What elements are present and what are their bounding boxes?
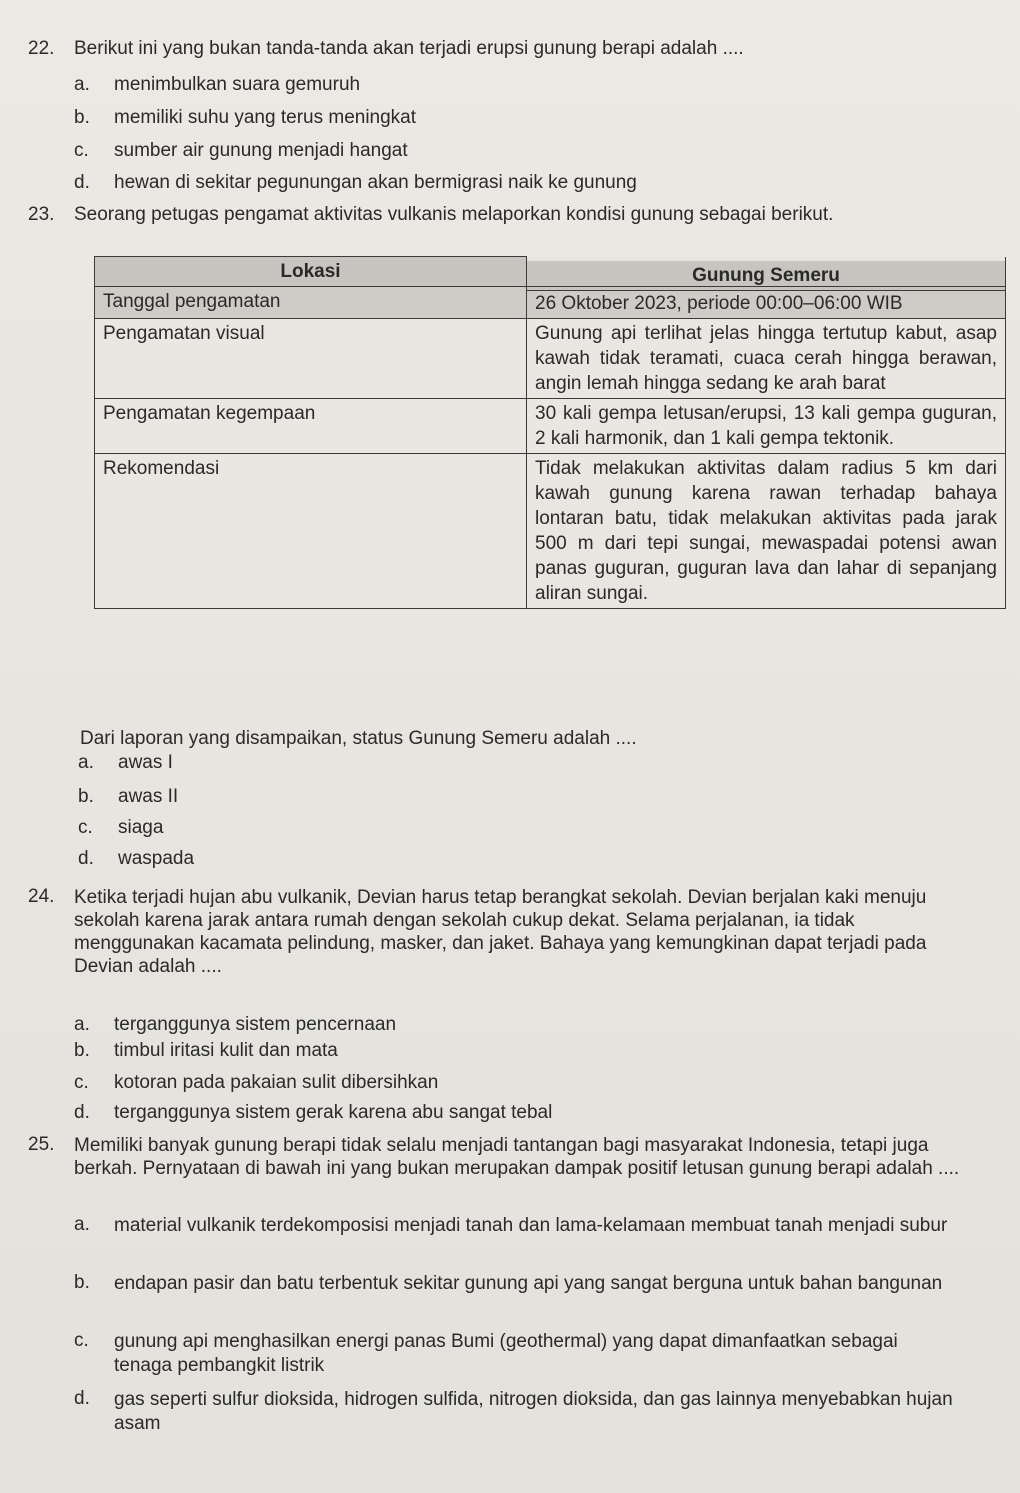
- row-value: Gunung Semeru 26 Oktober 2023, periode 00:00–06:00 WIB: [527, 287, 1006, 319]
- question-23-prompt: Dari laporan yang disampaikan, status Gunung Semeru adalah ....: [80, 728, 637, 749]
- row-value: 30 kali gempa letusan/erupsi, 13 kali gempa guguran, 2 kali harmonik, dan 1 kali gempa tektonik.: [527, 399, 1006, 454]
- question-number: 25.: [28, 1134, 55, 1155]
- table-row: [95, 319, 1006, 399]
- row-label: Tanggal pengamatan: [95, 287, 527, 319]
- question-stem: Memiliki banyak gunung berapi tidak selalu menjadi tantangan bagi masyarakat Indonesia, tetapi juga berkah. Pernyataan di bawah ini yang bukan merupakan dampak positif letusan gunung berapi adalah ....: [74, 1135, 960, 1179]
- table-row: [95, 287, 1006, 319]
- question-number: 24.: [28, 886, 55, 907]
- row-label: Pengamatan visual: [95, 319, 527, 399]
- table-row: [95, 399, 1006, 454]
- table-header-mountain: Gunung Semeru: [527, 261, 1005, 291]
- question-number: 22.: [28, 38, 55, 59]
- table-header-location: Lokasi: [95, 257, 527, 287]
- row-label: Pengamatan kegempaan: [95, 399, 527, 454]
- question-stem: Ketika terjadi hujan abu vulkanik, Devian harus tetap berangkat sekolah. Devian berjalan kaki menuju sekolah karena jarak antara rumah dengan sekolah cukup dekat. Selama perjalanan, ia tidak menggunakan kacamata pelindung, masker, dan jaket. Bahaya yang kemungkinan dapat terjadi pada Devian adalah ....: [74, 887, 927, 977]
- row-value: Tidak melakukan aktivitas dalam radius 5 km dari kawah gunung karena rawan terhadap bahaya lontaran batu, tidak melakukan aktivitas pada jarak 500 m dari tepi sungai, mewaspadai potensi awan panas guguran, guguran lava dan lahar di sepanjang aliran sungai.: [527, 454, 1006, 609]
- question-stem: Berikut ini yang bukan tanda-tanda akan terjadi erupsi gunung berapi adalah ....: [74, 38, 744, 59]
- table-row: [95, 454, 1006, 609]
- row-value: Gunung api terlihat jelas hingga tertutup kabut, asap kawah tidak teramati, cuaca cerah hingga berawan, angin lemah hingga sedang ke arah barat: [527, 319, 1006, 399]
- textbook-page: 22. Berikut ini yang bukan tanda-tanda akan terjadi erupsi gunung berapi adalah .... a. menimbulkan suara gemuruh b. memiliki suhu yang terus meningkat c. sumber air gunung menjadi hangat d. hewan di sekitar pegunungan akan bermigrasi naik ke gunung 23. Seorang petugas pengamat aktivitas vulkanis melaporkan kondisi gunung sebagai berikut. Lokasi Tanggal pengamatan Gunung Semeru 26 Oktober 2023, periode 00:00–06:00 WIB Pengamatan visual Gunung api terlihat jelas hingga tertutup kabut, asap kawah tidak teramati, cuaca cerah hingga berawan, angin lemah hingga sedang ke arah barat Pengamatan kegempaan 30 kali gempa letusan/erupsi, 13 kali gempa guguran, 2 kali harmonik, dan 1 kali gempa tektonik. Rekomendasi Tidak melakukan aktivitas dalam radius 5 km dari kawah gunung karena rawan terhadap bahaya lontaran batu, tidak melakukan aktivitas pada jarak 500 m dari tepi sungai, mewaspadai potensi awan panas guguran, guguran lava dan lahar di sepanjang aliran sungai. Dari laporan yang disampaikan, status Gunung Semeru adalah .... a. awas I b. awas II c. siaga d. waspada 24. Ketika terjadi hujan abu vulkanik, Devian harus tetap berangkat sekolah. Devian berjalan kaki menuju sekolah karena jarak antara rumah dengan sekolah cukup dekat. Selama perjalanan, ia tidak menggunakan kacamata pelindung, masker, dan jaket. Bahaya yang kemungkinan dapat terjadi pada Devian adalah .... a. terganggunya sistem pencernaan b. timbul iritasi kulit dan mata c. kotoran pada pakaian sulit dibersihkan d. terganggunya sistem gerak karena abu sangat tebal 25. Memiliki banyak gunung berapi tidak selalu menjadi tantangan bagi masyarakat Indonesia, tetapi juga berkah. Pernyataan di bawah ini yang bukan merupakan dampak positif letusan gunung berapi adalah .... a. material vulkanik terdekomposisi menjadi tanah dan lama-kelamaan membuat tanah menjadi subur b. endapan pasir dan batu terbentuk sekitar gunung api yang sangat berguna untuk bahan bangunan c. gunung api menghasilkan energi panas Bumi (geothermal) yang dapat dimanfaatkan sebagai tenaga pembangkit listrik d. gas seperti sulfur dioksida, hidrogen sulfida, nitrogen dioksida, dan gas lainnya menyebabkan hujan asam: [0, 0, 1020, 1493]
- question-stem: Seorang petugas pengamat aktivitas vulkanis melaporkan kondisi gunung sebagai berikut.: [74, 204, 834, 225]
- observation-table: [94, 256, 1006, 609]
- question-number: 23.: [28, 204, 55, 225]
- row-label: Rekomendasi: [95, 454, 527, 609]
